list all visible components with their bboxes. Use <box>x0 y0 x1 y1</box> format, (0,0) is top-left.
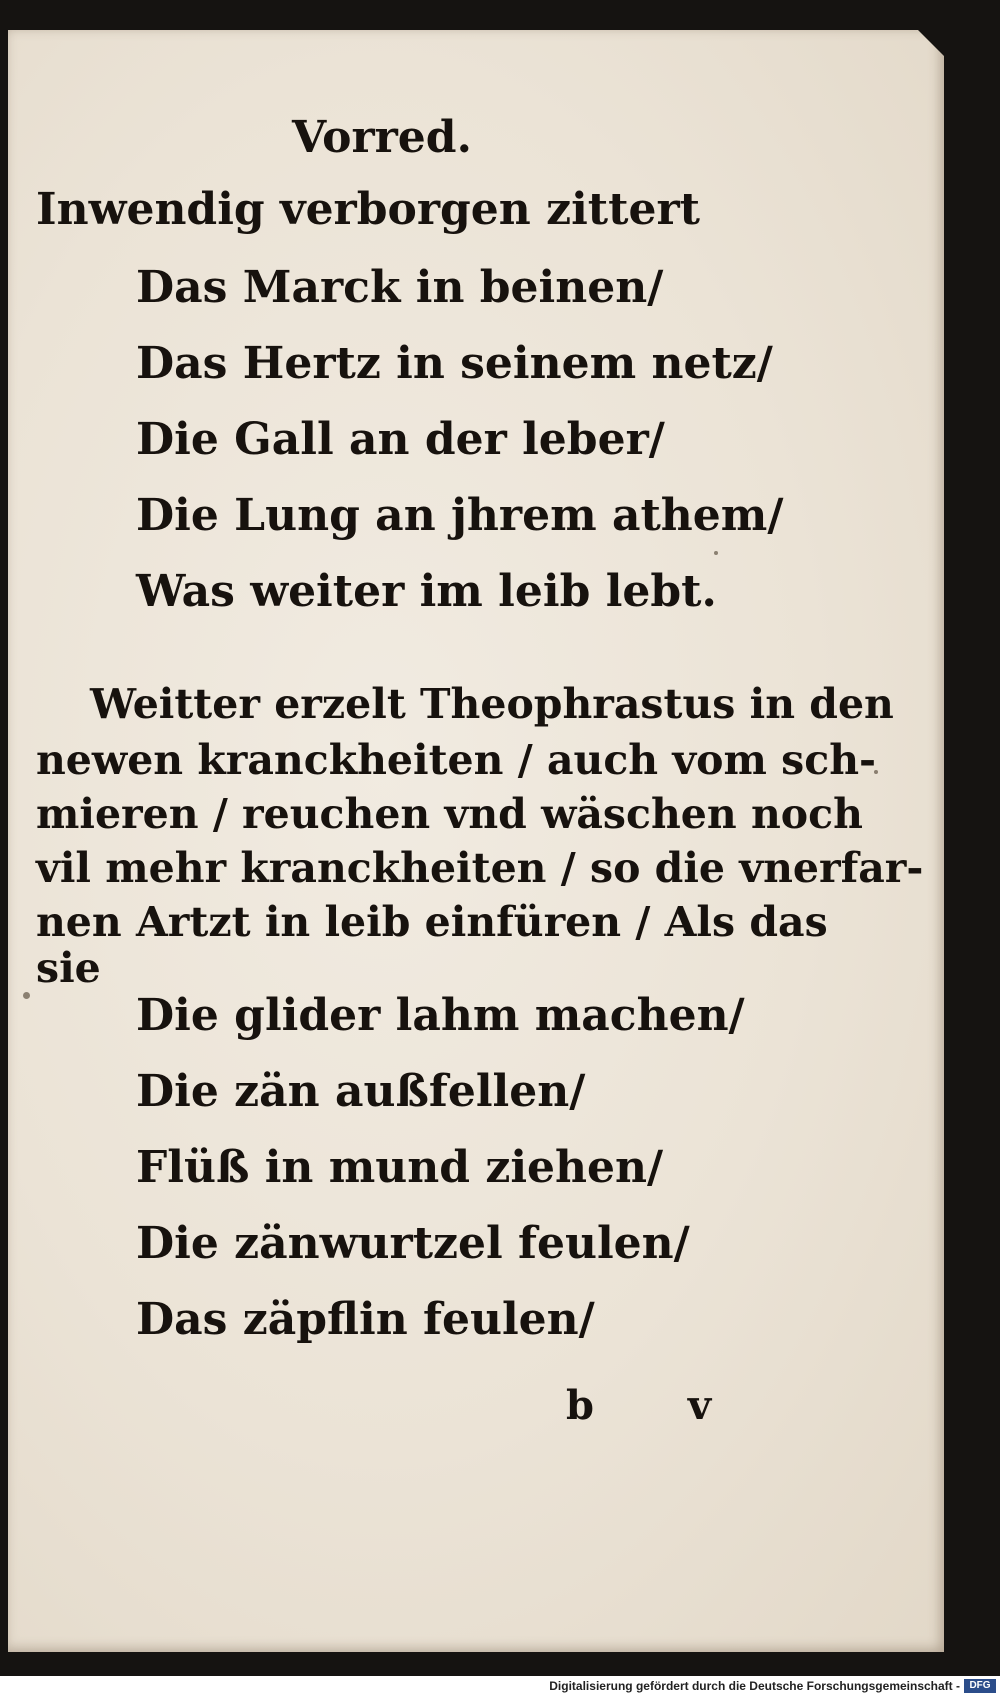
page-heading: Vorred. <box>292 112 472 163</box>
verse-line: Flüß in mund ziehen/ <box>136 1142 664 1193</box>
verse-line: Das Marck in beinen/ <box>136 262 664 313</box>
ink-spot <box>23 992 30 999</box>
prose-line: vil mehr kranckheiten / so die vnerfar- <box>36 844 924 892</box>
prose-line: sie <box>36 944 101 992</box>
page-corner <box>918 30 944 56</box>
verse-line: Die Lung an jhrem athem/ <box>136 490 784 541</box>
ink-spot <box>714 551 718 555</box>
prose-line: Weitter erzelt Theophrastus in den <box>90 680 894 728</box>
verse-line: Das zäpflin feulen/ <box>136 1294 595 1345</box>
verse-line: Die Gall an der leber/ <box>136 414 665 465</box>
signature-mark: b v <box>566 1382 752 1429</box>
dfg-logo: DFG <box>964 1679 996 1693</box>
verse-line: Die glider lahm machen/ <box>136 990 745 1041</box>
prose-line: nen Artzt in leib einfüren / Als das <box>36 898 828 946</box>
prose-line: mieren / reuchen vnd wäschen noch <box>36 790 863 838</box>
funding-credit: Digitalisierung gefördert durch die Deutsche Forschungsgemeinschaft - <box>549 1679 960 1693</box>
prose-line: newen kranckheiten / auch vom sch- <box>36 736 877 784</box>
footer-bar <box>0 1676 1000 1697</box>
verse-line: Die zänwurtzel feulen/ <box>136 1218 690 1269</box>
verse-line: Die zän außfellen/ <box>136 1066 586 1117</box>
verse-line: Inwendig verborgen zittert <box>36 184 700 235</box>
verse-line: Was weiter im leib lebt. <box>136 566 717 617</box>
verse-line: Das Hertz in seinem netz/ <box>136 338 773 389</box>
